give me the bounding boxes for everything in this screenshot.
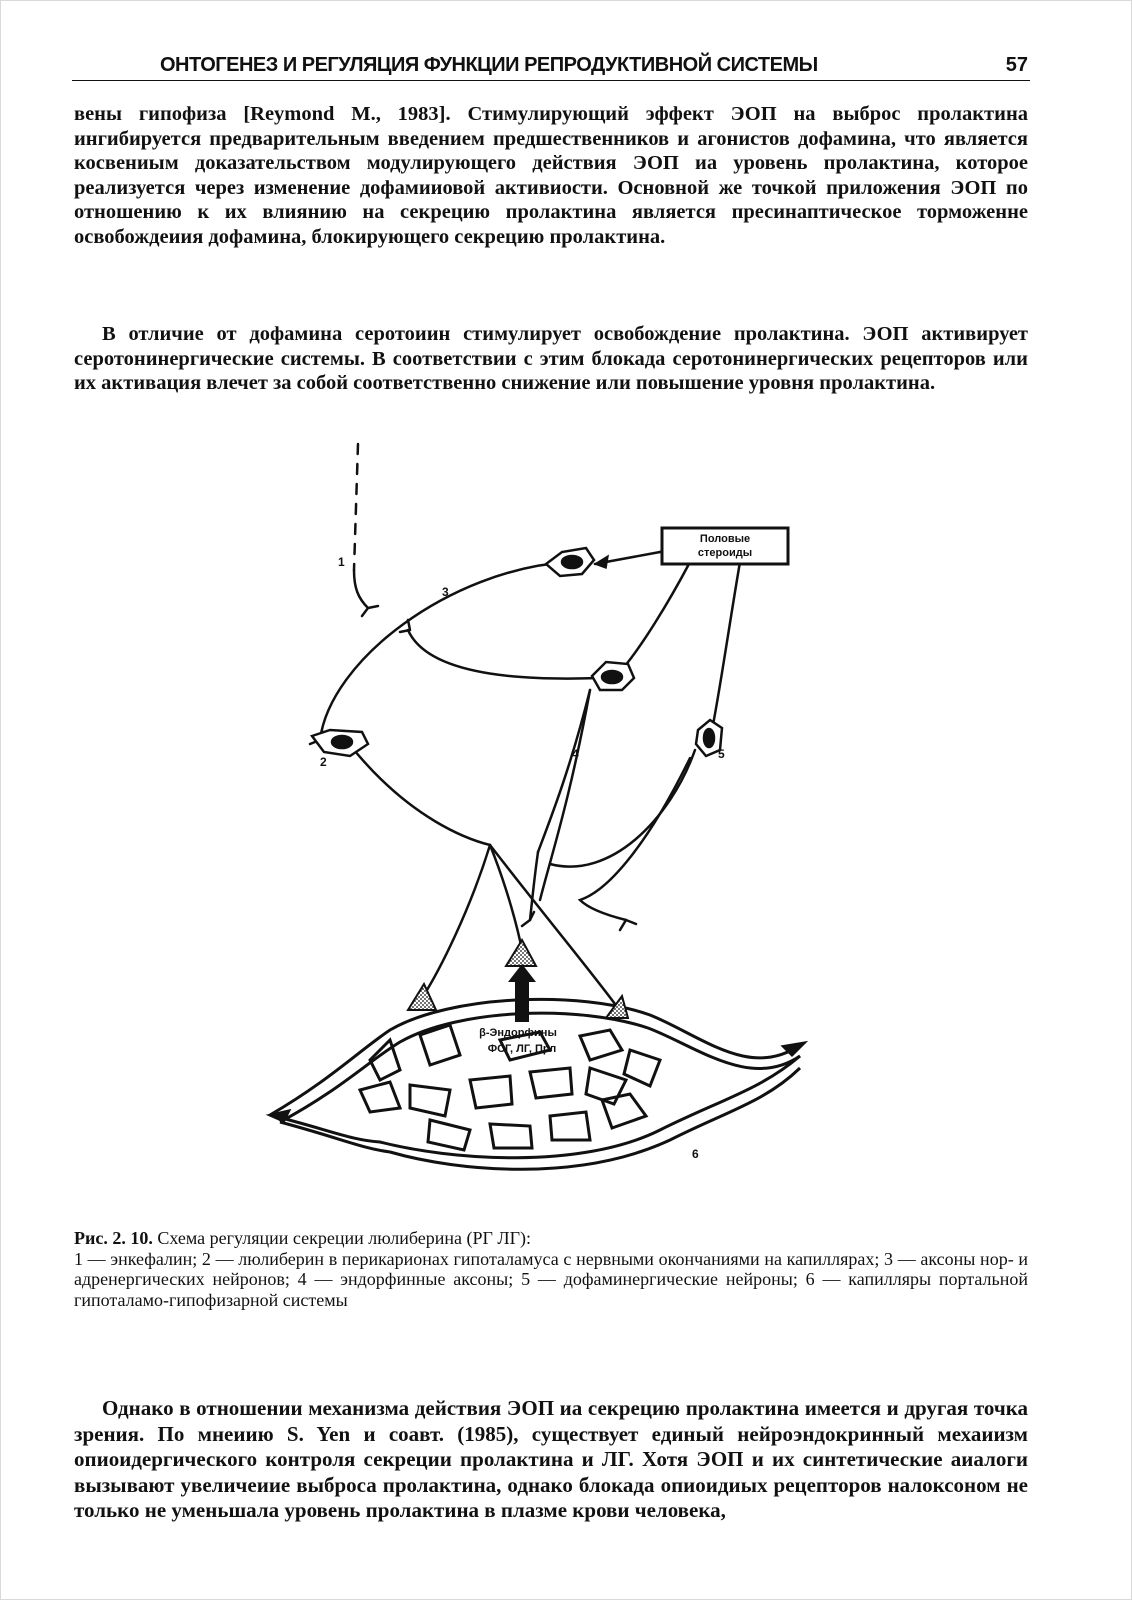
figure-diagram bbox=[250, 440, 870, 1190]
label-num-2: 2 bbox=[320, 755, 327, 769]
cell-6 bbox=[410, 1085, 450, 1116]
body-paragraph-1: вены гипофиза [Reymond M., 1983]. Стимулирующий эффект ЭОП на выброс пролактина ингибируется предварительным введением предшественников и агонистов дофамина, что является косвениым доказательством модулирующего действия ЭОП иа уровень пролактина, которое реализуется через изменение дофамииовой активиости. Основной же точкой приложения ЭОП по отношению к их влиянию на секрецию пролактина является пресинаптическое торможенне освобождеиия дофамина, блокирующего секрецию пролактина. bbox=[74, 103, 1028, 248]
terminal-4 bbox=[522, 912, 534, 926]
diagram-svg bbox=[250, 440, 870, 1190]
inner-label-1: β-Эндорфины bbox=[479, 1027, 557, 1039]
cell-10 bbox=[624, 1050, 660, 1086]
terminal-5 bbox=[620, 920, 636, 930]
release-arrow-shaft bbox=[515, 980, 529, 1022]
terminal-1 bbox=[362, 606, 378, 616]
gnrh-axon-mid bbox=[490, 845, 522, 950]
cell-8 bbox=[530, 1068, 572, 1098]
cell-4 bbox=[580, 1030, 622, 1060]
endorphin-axon bbox=[538, 690, 590, 852]
label-num-6: 6 bbox=[692, 1147, 699, 1161]
axon-3-branch bbox=[408, 630, 600, 679]
steroid-arrowhead bbox=[595, 556, 608, 568]
cell-11 bbox=[428, 1120, 470, 1150]
enkephalin-fiber-dashed bbox=[354, 444, 358, 570]
gnrh-axon-main bbox=[350, 745, 490, 845]
terminal-triangle-left bbox=[408, 984, 436, 1010]
cell-12 bbox=[490, 1124, 532, 1148]
label-num-1: 1 bbox=[338, 555, 345, 569]
running-header bbox=[72, 54, 1030, 81]
terminal-triangle-mid bbox=[506, 940, 536, 966]
caption-title: Рис. 2. 10. bbox=[74, 1228, 153, 1248]
capillary-inner-bottom bbox=[280, 1068, 800, 1169]
running-header-title: ОНТОГЕНЕЗ И РЕГУЛЯЦИЯ ФУНКЦИИ РЕПРОДУКТИВНОЙ СИСТЕМЫ bbox=[160, 54, 818, 76]
box-label-2: стероиды bbox=[697, 547, 753, 559]
caption-text: Схема регуляции секреции люлиберина (РГ ЛГ): bbox=[157, 1228, 532, 1248]
label-num-3: 3 bbox=[442, 585, 449, 599]
label-num-4: 4 bbox=[572, 747, 579, 761]
terminal-triangle-right bbox=[606, 996, 628, 1018]
box-label-1: Половые bbox=[699, 533, 751, 545]
label-num-5: 5 bbox=[718, 747, 725, 761]
caption-legend: 1 — энкефалин; 2 — люлиберин в перикарионах гипоталамуса с нервными окончаниями на капиллярах; 3 — аксоны нор- и адренергических нейронов; 4 — эндорфинные аксоны; 5 — дофаминергические нейроны; 6 — капилляры портальной гипоталамо-гипофизарной системы bbox=[74, 1248, 1028, 1310]
inner-label-2: ФСГ, ЛГ, Прл bbox=[487, 1043, 557, 1055]
body-paragraph-3: Однако в отношении механизма действия ЭОП иа секрецию пролактина имеется и другая точка зрения. По мнеиию S. Yen и соавт. (1985), существует единый нейроэндокринный мехаиизм опиоидергического контроля секреции пролактина и ЛГ. Хотя ЭОП и их синтетические аиалоги вызывают увеличеиие выброса пролактина, однако блокада опиоидиых рецепторов налоксоном не только не уменьшала уровень пролактина в плазме крови человека, bbox=[74, 1396, 1028, 1523]
endorphin-branch bbox=[530, 852, 538, 920]
cell-13 bbox=[550, 1112, 590, 1140]
body-paragraph-2: В отличие от дофамина серотоиин стимулирует освобождение пролактина. ЭОП активирует серотонинергические системы. В соответствии с этим блокада серотонинергических рецепторов или их активация влечет за собой соответственно снижение или повышение уровня пролактина. bbox=[74, 323, 1028, 395]
cell-7 bbox=[470, 1076, 512, 1108]
cell-5 bbox=[360, 1082, 400, 1112]
figure-caption bbox=[74, 1228, 1028, 1310]
steroid-to-neuron-line bbox=[618, 562, 690, 674]
gnrh-axon-right bbox=[490, 845, 618, 1008]
cell-14 bbox=[602, 1094, 646, 1128]
steroid-to-dopamine-line bbox=[712, 562, 740, 730]
gnrh-axon-left bbox=[422, 845, 490, 998]
page-number: 57 bbox=[1005, 54, 1028, 76]
dopamine-axon bbox=[550, 750, 695, 867]
enkephalin-fiber bbox=[354, 570, 368, 608]
